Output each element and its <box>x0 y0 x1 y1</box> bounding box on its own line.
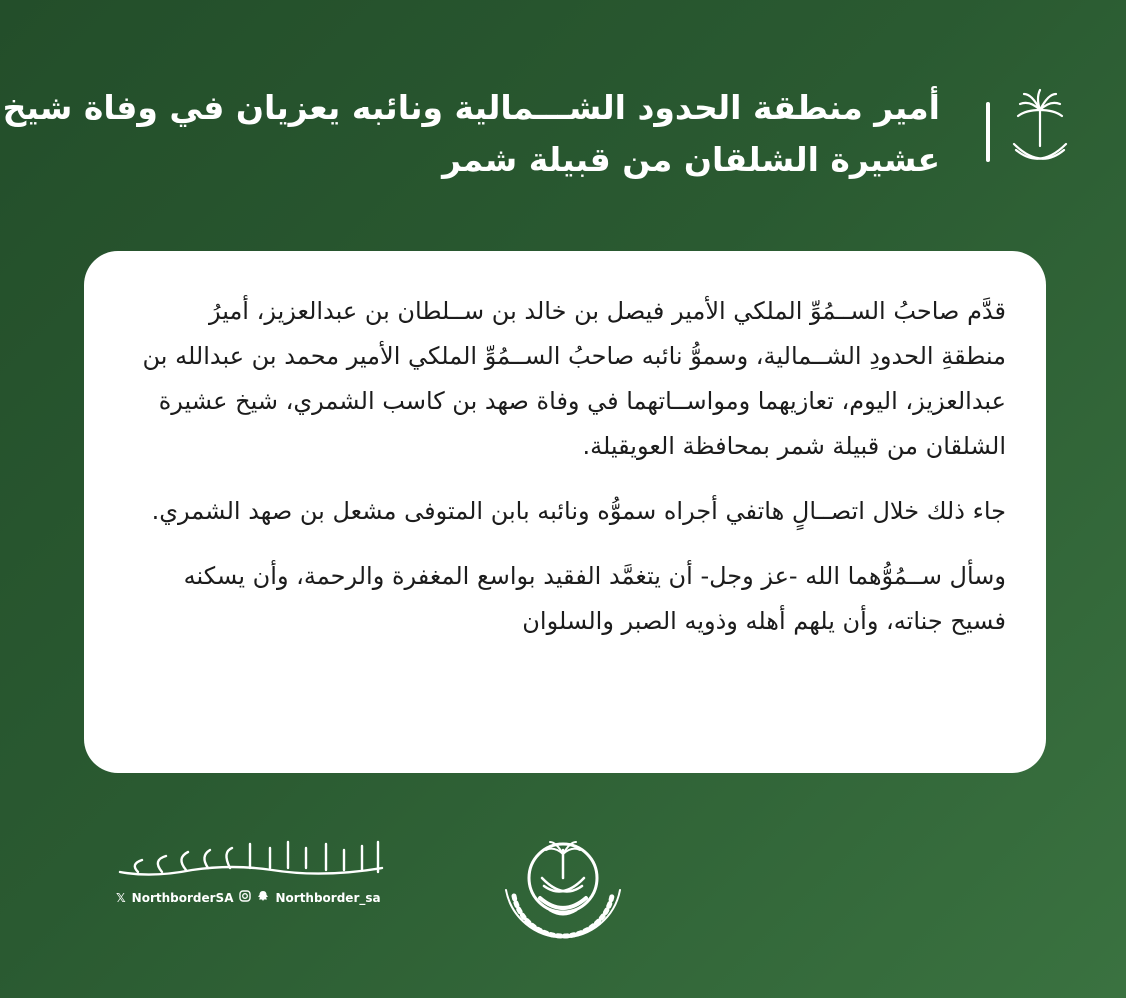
northern-borders-emirate-seal <box>494 826 632 964</box>
snapchat-icon <box>257 890 269 905</box>
title-divider <box>986 102 990 162</box>
x-logo-icon: 𝕏 <box>116 890 126 905</box>
title-line-2: عشيرة الشلقان من قبيلة شمر <box>442 140 940 179</box>
article-paragraph: جاء ذلك خلال اتصــالٍ هاتفي أجراه سموُّه ونائبه بابن المتوفى مشعل بن صهد الشمري. <box>151 497 1006 525</box>
article-card <box>84 251 1046 773</box>
media-department-branding <box>112 838 392 918</box>
header <box>2 82 1070 192</box>
article-paragraph: وسأل ســمُوُّهما الله -عز وجل- أن يتغمَّد الفقيد بواسع المغفرة والرحمة، وأن يسكنه فسيح جناته، وأن يلهم أهله وذويه الصبر والسلوان <box>183 562 1006 635</box>
saudi-emblem-icon <box>1010 88 1070 172</box>
social-handles <box>116 890 381 905</box>
article-body <box>142 289 1006 664</box>
article-paragraph: قدَّم صاحبُ الســمُوِّ الملكي الأمير فيصل بن خالد بن ســلطان بن عبدالعزيز، أميرُ منطقةِ الحدودِ الشــمالية، وسموُّ نائبه صاحبُ الســمُوِّ الملكي الأمير محمد بن عبدالله بن عبدالعزيز، اليوم، تعازيهما ومواســاتهما في وفاة صهد بن كاسب الشمري، شيخ عشيرة الشلقان من قبيلة شمر بمحافظة العويقيلة. <box>142 297 1006 460</box>
media-department-logo <box>112 838 390 884</box>
title-line-1: أمير منطقة الحدود الشـــمالية ونائبه يعزيان في وفاة شيخ <box>2 88 940 127</box>
page-title <box>2 82 940 186</box>
instagram-icon <box>239 890 251 905</box>
x-handle: NorthborderSA <box>131 890 234 905</box>
ig-snap-handle: Northborder_sa <box>275 890 381 905</box>
